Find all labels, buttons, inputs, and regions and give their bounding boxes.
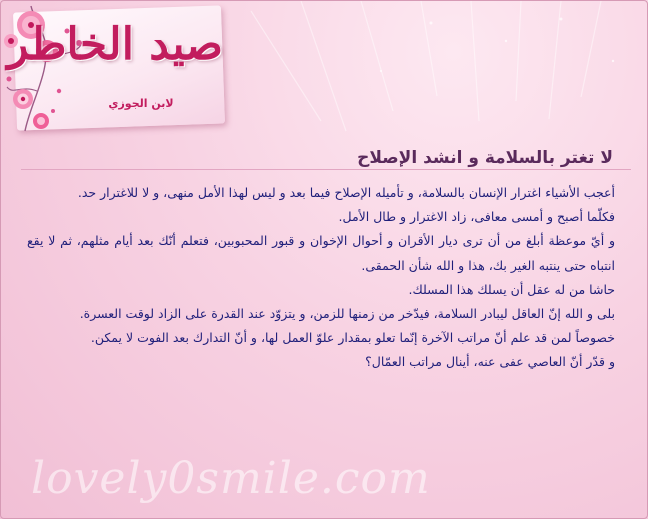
paragraph-1: أعجب الأشياء اغترار الإنسان بالسلامة، و تأميله الإصلاح فيما بعد و ليس لهذا الأمل منهى، و لا للاغترار حد.: [77, 185, 615, 200]
paragraph-3: و أيّ موعظة أبلغ من أن ترى ديار الأقران و أحوال الإخوان و قبور المحبوبين، فتعلم أنّك بعد أيام مثلهم، ثم لا يقع انتباه حتى ينتبه الغير بك، هذا و الله شأن الحمقى.: [27, 233, 615, 273]
paragraph-6: خصوصاً لمن قد علم أنّ مراتب الآخرة إنّما تعلو بمقدار علوّ العمل لها، و أنّ التدارك بعد الفوت لا يمكن.: [90, 330, 615, 346]
paragraph-7: و قدّر أنّ العاصي عفى عنه، أينال مراتب العمّال؟: [365, 354, 615, 370]
logo-author: لابن الجوزي: [108, 97, 174, 110]
flower-3: [13, 89, 33, 109]
paragraph-2: فكلّما أصبح و أمسى معافى، زاد الاغترار و طال الأمل.: [338, 209, 615, 225]
flower-4: [33, 113, 49, 129]
paragraph-5: بلى و الله إنّ العاقل ليبادر السلامة، فيدّخر من زمنها للزمن، و يتزوّد عند القدرة على الزاد لوقت العسرة.: [79, 306, 615, 322]
site-watermark: lovely0smile.com: [31, 453, 431, 504]
article-body: [27, 181, 615, 375]
article-title: لا تغتر بالسلامة و انشد الإصلاح: [357, 148, 613, 169]
paragraph-4: حاشا من له عقل أن يسلك هذا المسلك.: [408, 281, 615, 297]
title-divider: [21, 169, 631, 170]
logo-title: صيد الخاطر: [7, 19, 223, 70]
